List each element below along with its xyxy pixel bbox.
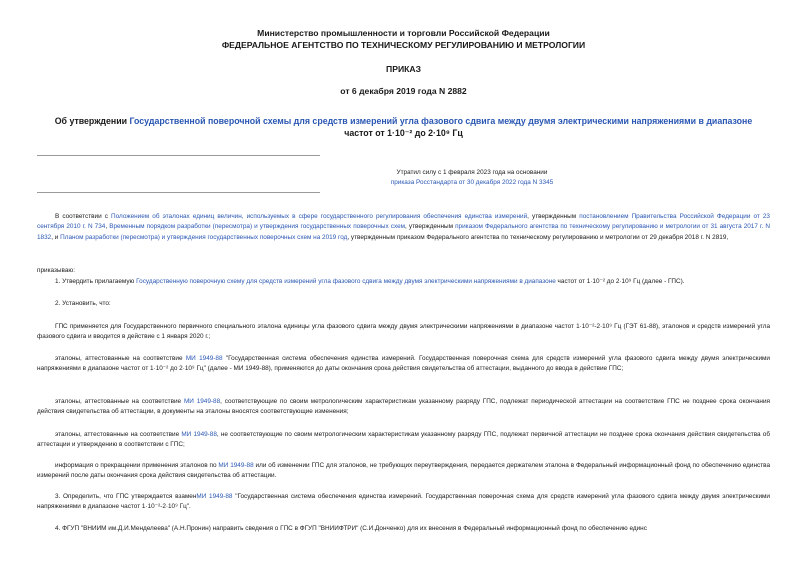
item-4: 4. ФГУП "ВНИИМ им.Д.И.Менделеева" (А.Н.Пронин) направить сведения о ГПС в ФГУП "ВНИИФТРИ" (С.И.Донченко) для их внесения в Федеральный информационный фонд по обеспечению единс — [55, 525, 647, 532]
item-3: 3. Определить, что ГПС утверждается взаменМИ 1949-88 "Государственная система обеспечения единства измерений. Государственная поверочная схема для средств измерений угла фазового сдвига между двумя электрическими напряжениями в диапазоне частот 1·10⁻²-2·10⁹ Гц". — [37, 493, 770, 511]
title-scheme-link[interactable]: Государственной поверочной схемы для средств измерений угла фазового сдвига между двумя электрическими напряжениями в диапазоне — [129, 116, 753, 126]
preamble-paragraph: В соответствии с Положением об эталонах единиц величин, используемых в сфере государственного регулирования обеспечения единства измерений, утвержденным постановлением Правительства Российской Федерации от 23 сентября 2010 г. N 734, Временным порядком разработки (пересмотра) и утверждения государственных поверочных схем, утвержденным приказом Федерального агентства по техническому регулированию и метрологии от 31 августа 2017 г. N 1832, и Планом разработки (пересмотра) и утверждения государственных поверочных схем на 2019 год, утвержденным приказом Федерального агентства по техническому регулированию и метрологии от 29 декабря 2018 г. N 2819, — [37, 213, 770, 241]
mi-1949-88-link[interactable]: МИ 1949-88 — [185, 355, 223, 362]
standards-paragraph-3: эталоны, аттестованные на соответствие МИ 1949-88, не соответствующие по своим метрологическим характеристикам указанному разряду ГПС, подлежат первичной аттестации не позднее срока окончания действия свидетельства об аттестации и утверждению в соответствии с ГПС; — [37, 431, 770, 449]
standards-paragraph-2: эталоны, аттестованные на соответствие МИ 1949-88, соответствующие по своим метрологическим характеристикам указанному разряду ГПС, подлежат периодической аттестации на соответствие ГПС не позднее срока окончания действия свидетельства об аттестации, в документы на эталоны вносятся соответствующие изменения; — [37, 398, 770, 416]
status-order-link[interactable]: приказа Росстандарта от 30 декабря 2022 года N 3345 — [390, 179, 554, 186]
standards-paragraph-1: эталоны, аттестованные на соответствие МИ 1949-88 "Государственная система обеспечения единства измерений. Государственная поверочная схема для средств измерений угла фазового сдвига между двумя электрическими напряжениями в диапазоне частот от 1·10⁻² до 2·10⁹ Гц" (далее - МИ 1949-88), применяются до даты окончания срока действия свидетельства об аттестации, выданного до ввода в действие ГПС; — [37, 355, 771, 373]
title-prefix: Об утверждении — [54, 116, 130, 126]
mi-1949-88-link[interactable]: МИ 1949-88 — [218, 462, 254, 469]
ministry-name: Министерство промышленности и торговли Российской Федерации — [257, 28, 550, 38]
status-text: Утратил силу с 1 февраля 2023 года на основании — [396, 169, 548, 176]
approved-scheme-link[interactable]: Государственную поверочную схему для средств измерений угла фазового сдвига между двумя электрическими напряжениями в диапазоне — [136, 278, 556, 285]
orders-line: приказываю: — [37, 267, 75, 274]
mi-1949-88-link[interactable]: МИ 1949-88 — [181, 431, 217, 438]
regulation-link[interactable]: Положением об эталонах единиц величин, используемых в сфере государственного регулирования обеспечения единства измерений — [111, 213, 528, 220]
agency-order-link[interactable]: приказом Федерального агентства по техническому регулированию и метрологии от 31 августа 2017 г. N 1832 — [37, 223, 770, 241]
government-decree-link[interactable]: постановлением Правительства Российской Федерации от 23 сентября 2010 г. N 734 — [37, 213, 770, 231]
mi-1949-88-link[interactable]: МИ 1949-88 — [196, 493, 233, 500]
document-date: от 6 декабря 2019 года N 2882 — [340, 86, 467, 96]
bottom-divider — [37, 192, 320, 193]
title-suffix: частот от 1·10⁻² до 2·10⁹ Гц — [344, 127, 463, 138]
status-notice — [322, 168, 622, 188]
item-1: 1. Утвердить прилагаемую Государственную поверочную схему для средств измерений угла фазового сдвига между двумя электрическими напряжениями в диапазоне частот от 1·10⁻² до 2·10⁹ Гц (далее - ГПС). — [55, 278, 685, 285]
mi-1949-88-link[interactable]: МИ 1949-88 — [183, 398, 221, 405]
development-plan-link[interactable]: Планом разработки (пересмотра) и утверждения государственных поверочных схем на 2019 год — [60, 233, 348, 241]
document-title — [20, 116, 787, 139]
temporary-procedure-link[interactable]: Временным порядком разработки (пересмотра) и утверждения государственных поверочных схем — [109, 223, 406, 231]
top-divider — [37, 155, 320, 156]
gps-paragraph: ГПС применяется для Государственного первичного специального эталона единицы угла фазового сдвига между двумя электрическими напряжениями в диапазоне частот 1·10⁻²-2·10⁹ Гц (ГЭТ 61-88), эталонов и средств измерений угла фазового сдвига и вводится в действие с 1 января 2020 г.; — [37, 323, 770, 341]
document-type: ПРИКАЗ — [386, 64, 421, 74]
item-2: 2. Установить, что: — [55, 300, 111, 307]
info-paragraph: информация о прекращении применения эталонов по МИ 1949-88 или об изменении ГПС для эталонов, не требующих переутверждения, передается держателем эталона в Федеральный информационный фонд по обеспечению единства измерений после даты окончания срока действия свидетельства об аттестации. — [37, 462, 771, 480]
agency-name: ФЕДЕРАЛЬНОЕ АГЕНТСТВО ПО ТЕХНИЧЕСКОМУ РЕГУЛИРОВАНИЮ И МЕТРОЛОГИИ — [221, 40, 586, 50]
